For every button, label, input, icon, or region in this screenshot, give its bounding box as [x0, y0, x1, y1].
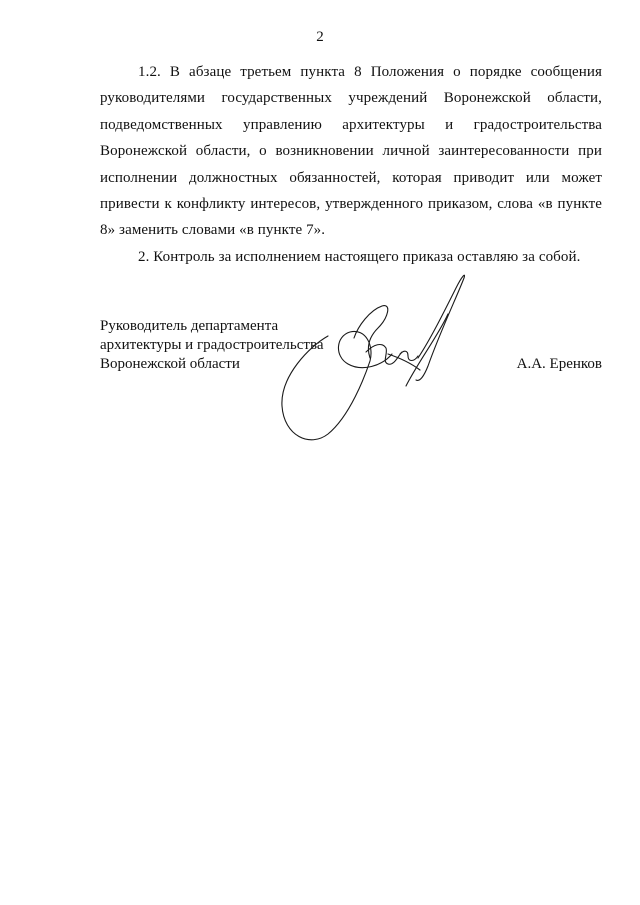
paragraph-control: 2. Контроль за исполнением настоящего приказа оставляю за собой.	[138, 248, 581, 265]
page-number: 2	[316, 29, 324, 45]
signer-position-line: Руководитель департамента	[100, 318, 279, 334]
signer-name: А.А. Еренков	[516, 356, 602, 372]
paragraph-amendment: 1.2. В абзаце третьем пункта 8 Положения о порядке сообщения руководителями государственных учреждений Воронежской области, подведомственных управлению архитектуры и градостроительства Воронежской области, о возникновении личной заинтересованности при исполнении должностных обязанностей, которая приводит или может привести к конфликту интересов, утвержденного приказом, слова «в пункте 8» заменить словами «в пункте 7».	[100, 64, 602, 239]
document-body	[100, 59, 602, 270]
signer-position-line: архитектуры и градостроительства	[100, 337, 324, 353]
signer-position-line: Воронежской области	[100, 356, 240, 372]
handwritten-signature	[270, 266, 480, 456]
